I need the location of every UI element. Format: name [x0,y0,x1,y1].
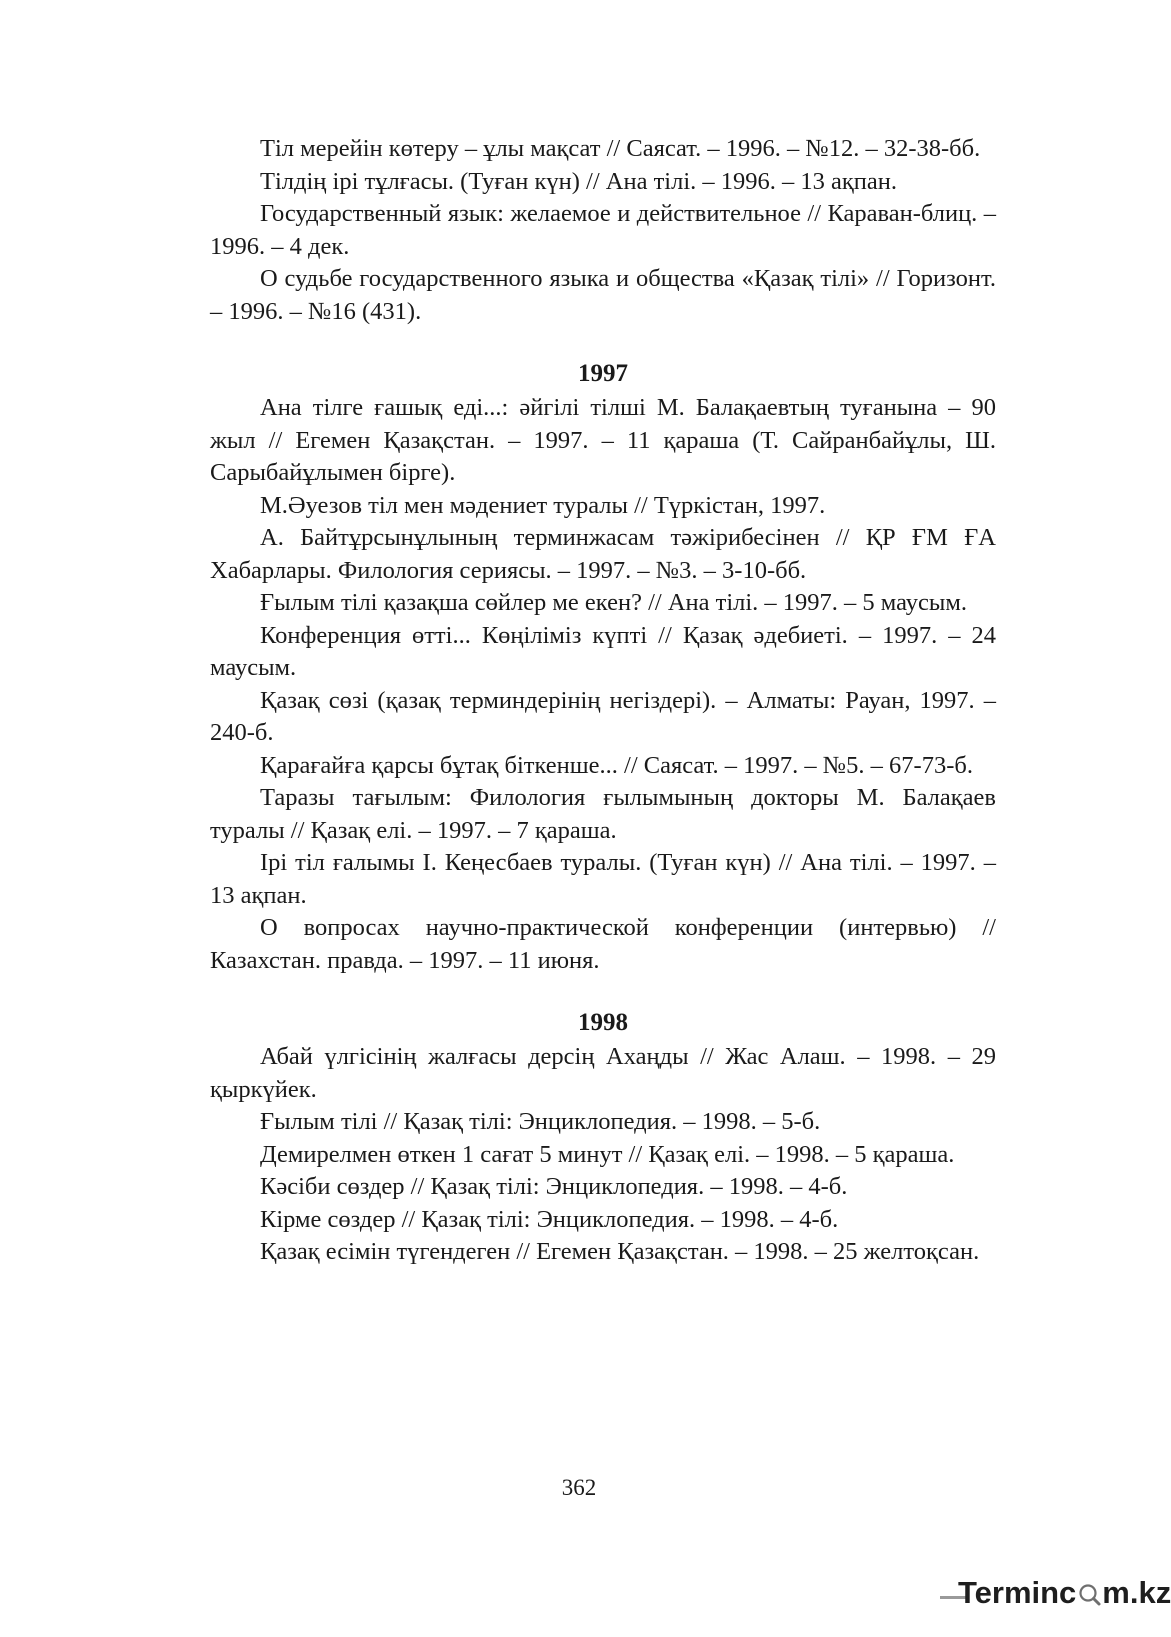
bibliography-entry: Қазақ есімін түгендеген // Егемен Қазақстан. – 1998. – 25 желтоқсан. [260,1238,980,1265]
bibliography-entry: Қазақ сөзі (қазақ терминдерінің негіздері). – Алматы: Рауан, 1997. – 240-б. [210,686,996,746]
bibliography-section-continued [210,133,996,328]
bibliography-entry: Ірі тіл ғалымы І. Кеңесбаев туралы. (Туған күн) // Ана тілі. – 1997. – 13 ақпан. [210,849,996,909]
bibliography-section-1998 [210,1007,996,1269]
watermark-text [958,1570,1171,1616]
watermark-text-before: Terminc [958,1575,1077,1610]
bibliography-entry: О судьбе государственного языка и общества «Қазақ тілі» // Горизонт. – 1996. – №16 (431). [210,265,996,325]
bibliography-entry: Ғылым тілі қазақша сөйлер ме екен? // Ана тілі. – 1997. – 5 маусым. [260,589,967,616]
watermark-text-after: m.kz [1102,1575,1171,1610]
bibliography-entry: Абай үлгісінің жалғасы дерсің Ахаңды // Жас Алаш. – 1998. – 29 қыркүйек. [210,1043,996,1103]
bibliography-entry: Қарағайға қарсы бұтақ біткенше... // Саясат. – 1997. – №5. – 67-73-б. [260,751,973,779]
bibliography-entry: Ана тілге ғашық еді...: әйгілі тілші М. Балақаевтың туғанына – 90 жыл // Егемен Қазақстан. – 1997. – 11 қараша (Т. Сайранбайұлы, Ш. Сарыбайұлымен бірге). [210,394,996,486]
bibliography-entry: Тіл мерейін көтеру – ұлы мақсат // Саясат. – 1996. – №12. – 32-38-бб. [260,135,981,162]
bibliography-entry: Кәсіби сөздер // Қазақ тілі: Энциклопедия. – 1998. – 4-б. [260,1173,848,1200]
year-heading: 1997 [578,360,628,387]
bibliography-entry: О вопросах научно-практической конференции (интервью) // Казахстан. правда. – 1997. – 11 июня. [210,914,996,974]
bibliography-entry: Конференция өтті... Көңіліміз күпті // Қазақ әдебиеті. – 1997. – 24 маусым. [210,621,996,681]
bibliography-entry: Тілдің ірі тұлғасы. (Туған күн) // Ана тілі. – 1996. – 13 ақпан. [260,167,898,195]
bibliography-entry: Ғылым тілі // Қазақ тілі: Энциклопедия. – 1998. – 5-б. [260,1108,821,1135]
bibliography-entry: Государственный язык: желаемое и действительное // Караван-блиц. – 1996. – 4 дек. [210,200,996,260]
page-number: 362 [561,1475,597,1500]
site-watermark [940,1570,1171,1616]
search-icon [1078,1583,1100,1605]
bibliography-entry: М.Әуезов тіл мен мәдениет туралы // Түркістан, 1997. [260,491,826,519]
bibliography-entry: Таразы тағылым: Филология ғылымының докторы М. Балақаев туралы // Қазақ елі. – 1997. – 7 қараша. [210,784,996,844]
bibliography-entry: Кірме сөздер // Қазақ тілі: Энциклопедия. – 1998. – 4-б. [260,1205,839,1233]
bibliography-entry: Демирелмен өткен 1 сағат 5 минут // Қазақ елі. – 1998. – 5 қараша. [260,1140,955,1168]
bibliography-section-1997 [210,358,996,977]
document-page [210,133,996,1269]
year-heading: 1998 [578,1009,628,1036]
bibliography-entry: А. Байтұрсынұлының терминжасам тәжірибесінен // ҚР ҒМ ҒА Хабарлары. Филология сериясы. – 1997. – №3. – 3-10-бб. [210,524,996,584]
